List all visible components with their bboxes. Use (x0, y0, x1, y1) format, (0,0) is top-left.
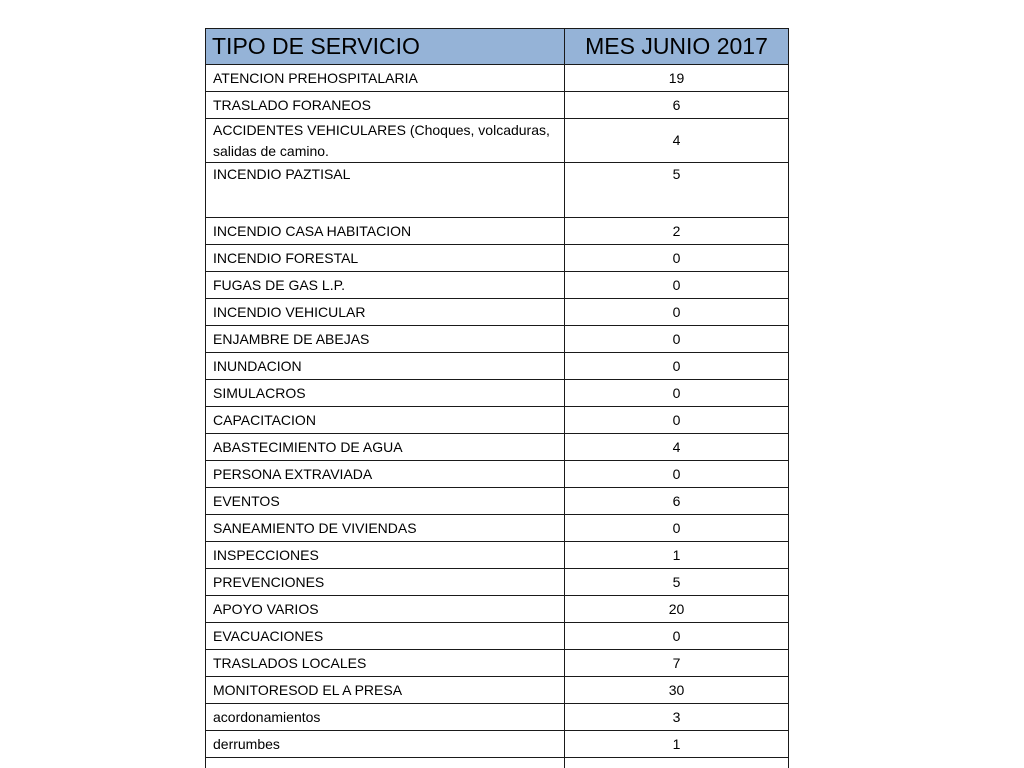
service-count: 5 (565, 569, 789, 596)
service-count: 0 (565, 623, 789, 650)
service-name: MONITORESOD EL A PRESA (206, 677, 565, 704)
service-name: SANEAMIENTO DE VIVIENDAS (206, 515, 565, 542)
service-count: 0 (565, 353, 789, 380)
service-name: SIMULACROS (206, 380, 565, 407)
table-row (206, 218, 789, 245)
service-count: 0 (565, 326, 789, 353)
service-count: 0 (565, 299, 789, 326)
service-name: PERSONA EXTRAVIADA (206, 461, 565, 488)
service-name: TRASLADOS LOCALES (206, 650, 565, 677)
month-header: MES JUNIO 2017 (565, 29, 789, 65)
service-count: 0 (565, 245, 789, 272)
service-name: INCENDIO PAZTISAL (206, 163, 565, 218)
table-row (206, 434, 789, 461)
service-name: INCENDIO VEHICULAR (206, 299, 565, 326)
service-count: 7 (565, 650, 789, 677)
table-row (206, 515, 789, 542)
service-count: 0 (565, 407, 789, 434)
service-name: INCENDIO CASA HABITACION (206, 218, 565, 245)
service-name: EVACUACIONES (206, 623, 565, 650)
table-row (206, 163, 789, 218)
table-row (206, 407, 789, 434)
service-name: TRASLADO FORANEOS (206, 92, 565, 119)
table-row (206, 380, 789, 407)
service-count: 5 (565, 163, 789, 218)
service-name: acordonamientos (206, 704, 565, 731)
service-name: FUGAS DE GAS L.P. (206, 272, 565, 299)
table-row (206, 65, 789, 92)
service-name: INCENDIO FORESTAL (206, 245, 565, 272)
table-header-row (206, 29, 789, 65)
service-name: PREVENCIONES (206, 569, 565, 596)
service-count: 3 (565, 704, 789, 731)
service-name: INSPECCIONES (206, 542, 565, 569)
table-row (206, 596, 789, 623)
table-row (206, 677, 789, 704)
service-name: derrumbes (206, 731, 565, 758)
service-count: 2 (565, 218, 789, 245)
service-name: CAPACITACION (206, 407, 565, 434)
table-row (206, 569, 789, 596)
service-count: 0 (565, 272, 789, 299)
service-name: EVENTOS (206, 488, 565, 515)
table-row (206, 461, 789, 488)
table-row (206, 245, 789, 272)
table-row (206, 758, 789, 768)
service-count: 6 (565, 92, 789, 119)
service-count: 4 (565, 434, 789, 461)
service-count (565, 758, 789, 768)
service-count: 0 (565, 515, 789, 542)
table-row (206, 272, 789, 299)
table-row (206, 299, 789, 326)
service-name: APOYO VARIOS (206, 596, 565, 623)
service-count: 0 (565, 461, 789, 488)
service-count: 6 (565, 488, 789, 515)
table-row (206, 542, 789, 569)
service-count: 30 (565, 677, 789, 704)
table-row (206, 488, 789, 515)
service-name (206, 758, 565, 768)
table-row (206, 326, 789, 353)
service-count: 20 (565, 596, 789, 623)
service-name: ACCIDENTES VEHICULARES (Choques, volcaduras, salidas de camino. (206, 119, 565, 163)
service-count: 1 (565, 731, 789, 758)
service-count: 1 (565, 542, 789, 569)
services-table (205, 28, 789, 768)
service-count: 4 (565, 119, 789, 163)
service-count: 19 (565, 65, 789, 92)
service-name: ATENCION PREHOSPITALARIA (206, 65, 565, 92)
table-row (206, 353, 789, 380)
table-row (206, 119, 789, 163)
service-name: ENJAMBRE DE ABEJAS (206, 326, 565, 353)
table-row (206, 650, 789, 677)
service-name: INUNDACION (206, 353, 565, 380)
table-row (206, 92, 789, 119)
service-count: 0 (565, 380, 789, 407)
table-row (206, 704, 789, 731)
table-row (206, 623, 789, 650)
service-type-header: TIPO DE SERVICIO (206, 29, 565, 65)
table-row (206, 731, 789, 758)
service-name: ABASTECIMIENTO DE AGUA (206, 434, 565, 461)
